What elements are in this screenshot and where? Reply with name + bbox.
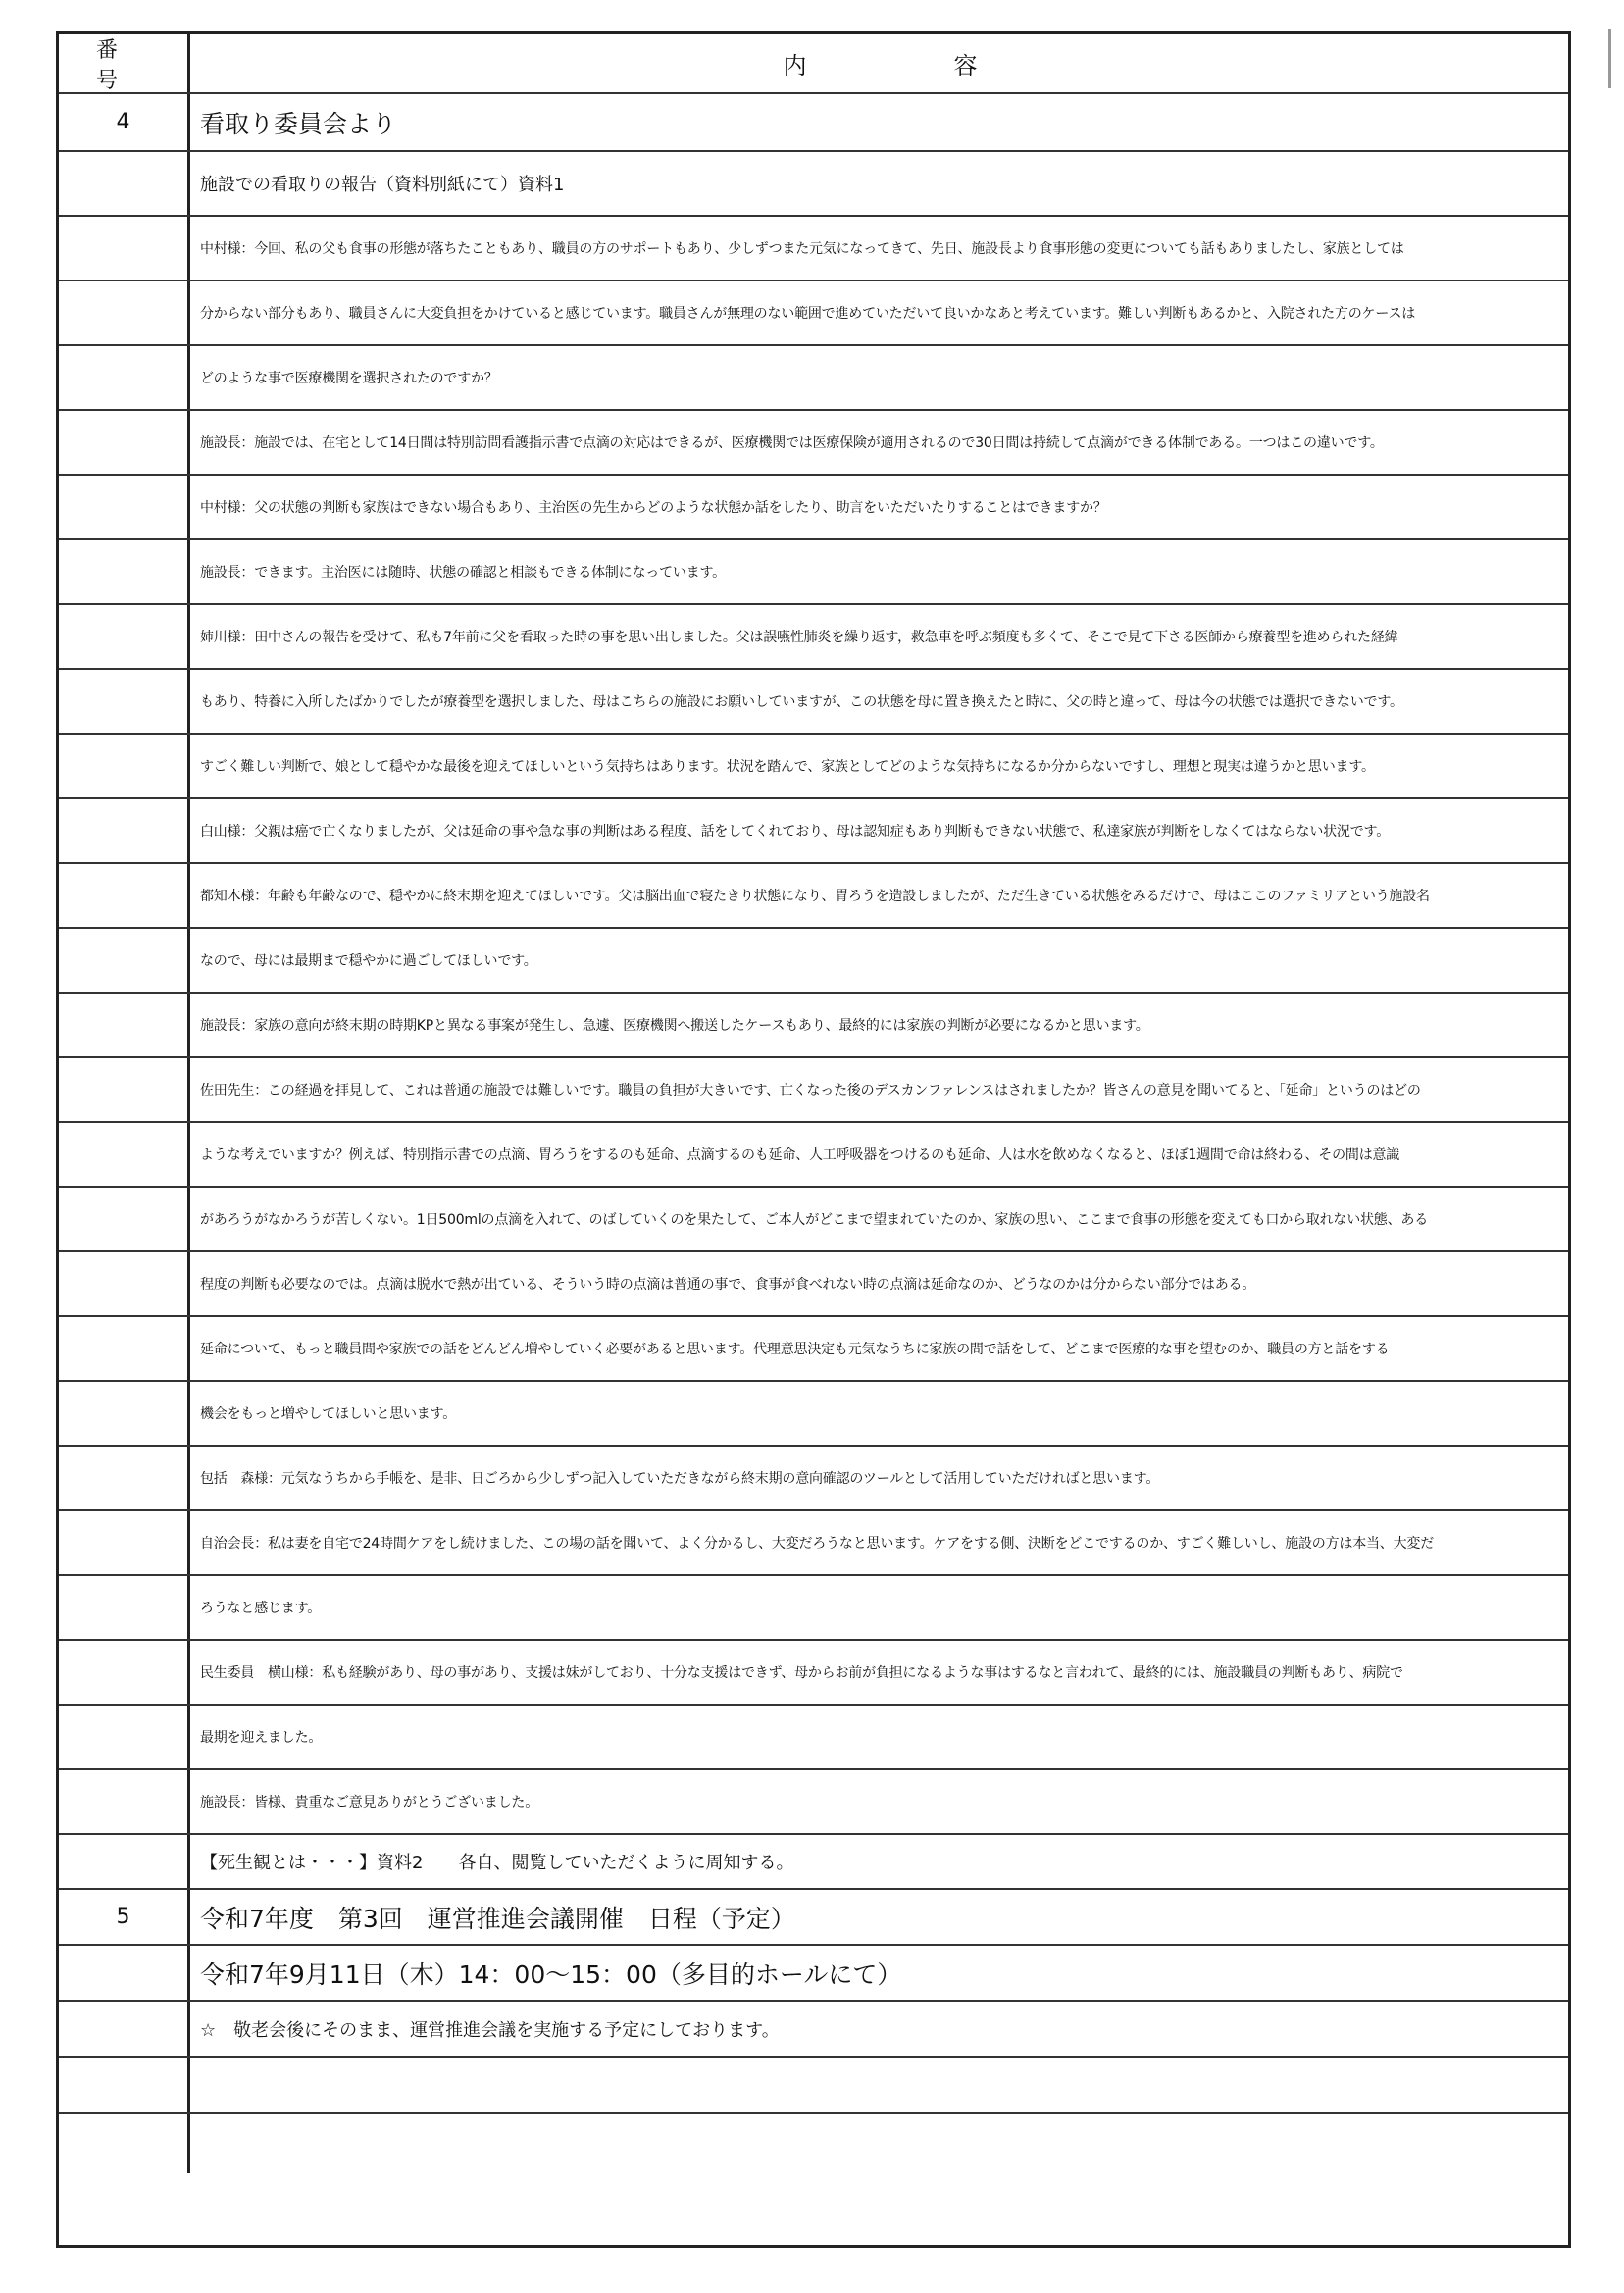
table-row <box>59 476 1568 540</box>
header-number: 番号 <box>59 34 190 92</box>
header-content: 内 容 <box>783 52 978 79</box>
table-row <box>59 94 1568 152</box>
row-number <box>59 1317 190 1380</box>
table-row <box>59 1770 1568 1835</box>
row-number <box>59 411 190 474</box>
row-number <box>59 1447 190 1509</box>
row-content: ☆ 敬老会後にそのまま、運営推進会議を実施する予定にしております。 <box>200 2019 780 2041</box>
row-number <box>59 929 190 992</box>
row-content: なので、母には最期まで穏やかに過ごしてほしいです。 <box>200 953 537 969</box>
row-number <box>59 799 190 862</box>
table-row <box>59 864 1568 929</box>
row-number <box>59 281 190 344</box>
table-row <box>59 670 1568 735</box>
scan-edge-mark <box>1608 29 1611 88</box>
table-row <box>59 1835 1568 1890</box>
row-content: があろうがなかろうが苦しくない。1日500mlの点滴を入れて、のばしていくのを果たして、ご本人がどこまで望まれていたのか、家族の思い、ここまで食事の形態を変えても口から取れない状態、ある <box>200 1212 1428 1228</box>
row-number <box>59 1382 190 1445</box>
row-number <box>59 346 190 409</box>
row-content: 施設長：できます。主治医には随時、状態の確認と相談もできる体制になっています。 <box>200 565 726 581</box>
row-content: 【死生観とは・・・】資料2 各自、閲覧していただくように周知する。 <box>200 1853 794 1873</box>
row-content: すごく難しい判断で、娘として穏やかな最後を迎えてほしいという気持ちはあります。状況を踏んで、家族としてどのような気持ちになるか分からないですし、理想と現実は違うかと思います。 <box>200 759 1375 775</box>
row-number <box>59 1188 190 1250</box>
row-number <box>59 1946 190 2000</box>
table-row <box>59 1382 1568 1447</box>
row-number <box>59 1252 190 1315</box>
row-content: 姉川様：田中さんの報告を受けて、私も7年前に父を看取った時の事を思い出しました。父は誤嚥性肺炎を繰り返す，救急車を呼ぶ頻度も多くて、そこで見て下さる医師から療養型を進められた経緯 <box>200 630 1398 645</box>
row-number <box>59 476 190 538</box>
row-number <box>59 1123 190 1186</box>
minutes-table <box>56 31 1571 2248</box>
table-row <box>59 1188 1568 1252</box>
table-row <box>59 929 1568 994</box>
table-row <box>59 1576 1568 1641</box>
row-content: ような考えでいますか？例えば、特別指示書での点滴、胃ろうをするのも延命、点滴するのも延命、人工呼吸器をつけるのも延命、人は水を飲めなくなると、ほぼ1週間で命は終わる、その間は意識 <box>200 1147 1400 1163</box>
table-row <box>59 2114 1568 2173</box>
row-content: 民生委員 横山様：私も経験があり、母の事があり、支援は妹がしており、十分な支援はできず、母からお前が負担になるような事はするなと言われて、最終的には、施設職員の判断もあり、病院で <box>200 1665 1403 1681</box>
row-content: 看取り委員会より <box>200 109 397 138</box>
row-content: 最期を迎えました。 <box>200 1730 323 1746</box>
row-number: 5 <box>59 1890 190 1944</box>
table-row <box>59 152 1568 217</box>
row-content: 施設長：家族の意向が終末期の時期KPと異なる事案が発生し、急遽、医療機関へ搬送したケースもあり、最終的には家族の判断が必要になるかと思います。 <box>200 1018 1149 1034</box>
row-content: 白山様：父親は癌で亡くなりましたが、父は延命の事や急な事の判断はある程度、話をしてくれており、母は認知症もあり判断もできない状態で、私達家族が判断をしなくてはならない状況です。 <box>200 824 1390 840</box>
table-row <box>59 1890 1568 1946</box>
table-row <box>59 2002 1568 2058</box>
row-content: 令和7年9月11日（木）14：00～15：00（多目的ホールにて） <box>200 1960 902 1989</box>
row-content <box>200 2114 1560 2173</box>
row-number <box>59 2002 190 2056</box>
row-number <box>59 1576 190 1639</box>
row-content: 自治会長：私は妻を自宅で24時間ケアをし続けました、この場の話を聞いて、よく分かるし、大変だろうなと思います。ケアをする側、決断をどこでするのか、すごく難しいし、施設の方は本当、大変だ <box>200 1536 1435 1552</box>
table-row <box>59 411 1568 476</box>
row-number: 4 <box>59 94 190 150</box>
table-row <box>59 2058 1568 2114</box>
table-row <box>59 1706 1568 1770</box>
row-number <box>59 605 190 668</box>
table-row <box>59 1511 1568 1576</box>
row-content: 包括 森様：元気なうちから手帳を、是非、日ごろから少しずつ記入していただきながら終末期の意向確認のツールとして活用していただければと思います。 <box>200 1471 1160 1487</box>
row-number <box>59 1770 190 1833</box>
row-number <box>59 540 190 603</box>
row-content: 施設長：施設では、在宅として14日間は特別訪問看護指示書で点滴の対応はできるが、医療機関では医療保険が適用されるので30日間は持続して点滴ができる体制である。一つはこの違いです。 <box>200 435 1384 451</box>
row-number <box>59 152 190 215</box>
row-content: どのような事で医療機関を選択されたのですか？ <box>200 371 498 386</box>
row-number <box>59 217 190 280</box>
row-number <box>59 1511 190 1574</box>
table-row <box>59 1252 1568 1317</box>
row-content: ろうなと感じます。 <box>200 1601 322 1616</box>
table-row <box>59 346 1568 411</box>
table-row <box>59 1946 1568 2002</box>
row-number <box>59 735 190 797</box>
row-number <box>59 994 190 1056</box>
row-number <box>59 1835 190 1888</box>
row-number <box>59 864 190 927</box>
table-row <box>59 1641 1568 1706</box>
row-content: 令和7年度 第3回 運営推進会議開催 日程（予定） <box>200 1904 795 1933</box>
table-row <box>59 735 1568 799</box>
table-row <box>59 217 1568 281</box>
row-content: 分からない部分もあり、職員さんに大変負担をかけていると感じています。職員さんが無理のない範囲で進めていただいて良いかなあと考えています。難しい判断もあるかと、入院された方のケースは <box>200 306 1416 322</box>
table-row <box>59 1447 1568 1511</box>
row-content: 佐田先生：この経過を拝見して、これは普通の施設では難しいです。職員の負担が大きいです、亡くなった後のデスカンファレンスはされましたか？皆さんの意見を聞いてると、「延命」というのはどの <box>200 1083 1421 1098</box>
table-row <box>59 281 1568 346</box>
table-row <box>59 540 1568 605</box>
row-number <box>59 2114 190 2173</box>
row-content: 都知木様：年齢も年齢なので、穏やかに終末期を迎えてほしいです。父は脳出血で寝たきり状態になり、胃ろうを造設しましたが、ただ生きている状態をみるだけで、母はここのファミリアという施設名 <box>200 889 1430 904</box>
table-row <box>59 1123 1568 1188</box>
row-content: 中村様：父の状態の判断も家族はできない場合もあり、主治医の先生からどのような状態か話をしたり、助言をいただいたりすることはできますか？ <box>200 500 1107 516</box>
row-content: 施設での看取りの報告（資料別紙にて）資料1 <box>200 175 565 195</box>
table-header <box>59 34 1568 94</box>
row-content: もあり、特養に入所したばかりでしたが療養型を選択しました、母はこちらの施設にお願いしていますが、この状態を母に置き換えたと時に、父の時と違って、母は今の状態では選択できないです。 <box>200 694 1403 710</box>
row-number <box>59 1706 190 1768</box>
row-content: 中村様：今回、私の父も食事の形態が落ちたこともあり、職員の方のサポートもあり、少しずつまた元気になってきて、先日、施設長より食事形態の変更についても話もありましたし、家族としては <box>200 241 1404 257</box>
row-content: 程度の判断も必要なのでは。点滴は脱水で熱が出ている、そういう時の点滴は普通の事で、食事が食べれない時の点滴は延命なのか、どうなのかは分からない部分ではある。 <box>200 1277 1256 1293</box>
row-number <box>59 2058 190 2112</box>
row-number <box>59 1641 190 1704</box>
table-row <box>59 799 1568 864</box>
row-content: 施設長：皆様、貴重なご意見ありがとうございました。 <box>200 1795 538 1810</box>
table-row <box>59 1058 1568 1123</box>
row-number <box>59 670 190 733</box>
row-content <box>200 2058 1560 2112</box>
row-number <box>59 1058 190 1121</box>
table-row <box>59 994 1568 1058</box>
row-content: 機会をもっと増やしてほしいと思います。 <box>200 1406 457 1422</box>
table-row <box>59 605 1568 670</box>
table-row <box>59 1317 1568 1382</box>
row-content: 延命について、もっと職員間や家族での話をどんどん増やしていく必要があると思います。代理意思決定も元気なうちに家族の間で話をして、どこまで医療的な事を望むのか、職員の方と話をする <box>200 1342 1390 1357</box>
